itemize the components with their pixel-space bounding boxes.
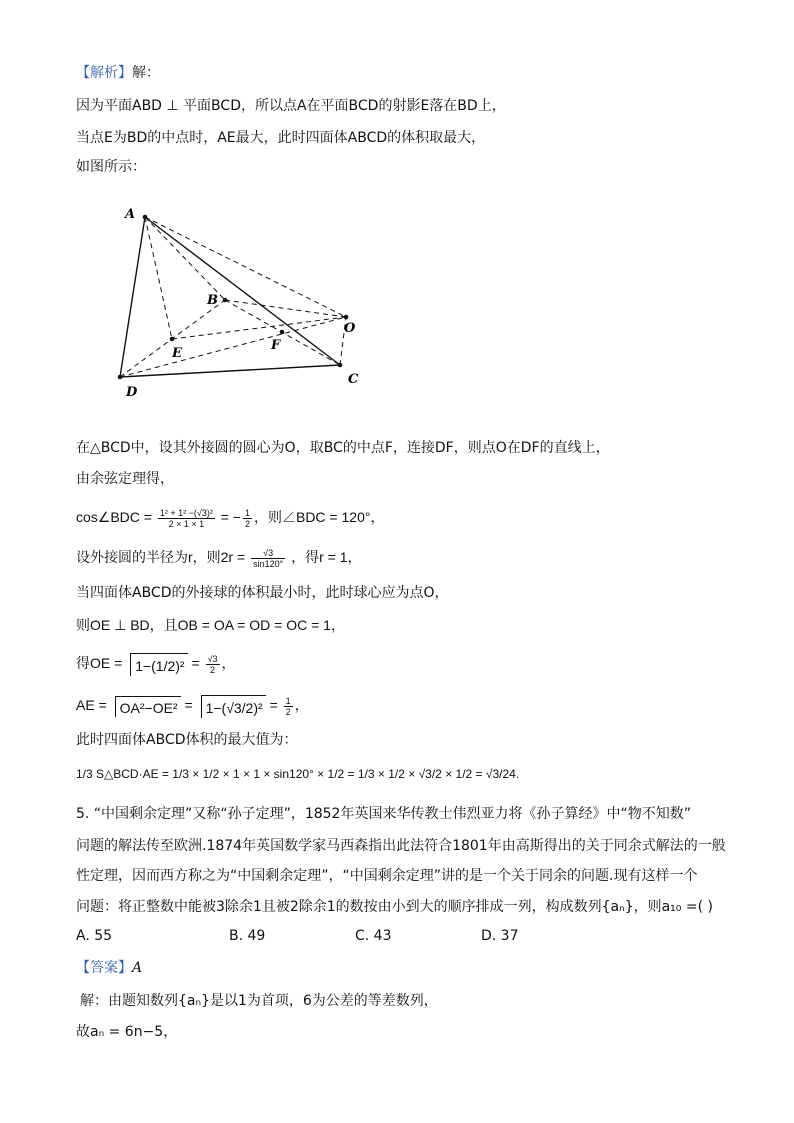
derivation-line-1: 在△BCD中，设其外接圆的圆心为O，取BC的中点F，连接DF，则点O在DF的直线上， [76,440,610,456]
option-b: B. 49 [229,928,266,944]
point-E [170,337,175,342]
analysis-line-3: 如图所示： [76,159,146,175]
analysis-tag: 【解析】 [76,65,132,81]
derivation-line-6: 则OE ⊥ BD，且OB = OA = OD = OC = 1， [76,617,345,633]
radical-ae-2: 1−(√3/2)² [201,695,266,718]
analysis-header [76,63,160,83]
answer-line-2: 故aₙ = 6n−5， [76,1024,178,1040]
derivation-line-2: 由余弦定理得， [76,471,174,487]
derivation-line-8: AE = OA²−OE² = 1−(√3/2)² = $\frac{1}{2}$ ， [76,695,309,717]
tetrahedron-figure [110,200,370,400]
sine-law-fraction: $\frac{√3}{\sin 120^\circ}$ [253,547,284,569]
question5-line-4: 问题：将正整数中能被3除余1且被2除余1的数按由小到大的顺序排成一列，构成数列{aₙ}，则a₁₀ =( ) [76,899,713,915]
point-F [280,330,285,335]
option-c: C. 43 [355,928,392,944]
segment-DO [120,317,346,377]
option-d: D. 37 [481,928,519,944]
radical-oe: 1−(1/2)² [130,653,187,676]
option-a: A. 55 [76,928,113,944]
label-F: F [271,338,281,353]
point-B [223,298,228,303]
cosine-equals: = − [220,509,241,525]
answer-header [76,958,142,978]
question5-line-3: 性定理，因而西方称之为“中国剩余定理”，“中国剩余定理”讲的是一个关于同余的问题.现有这样一个 [76,868,698,884]
segment-AO [145,217,346,317]
radical-ae: OA²−OE² [115,696,181,717]
edge-AD [120,217,145,377]
point-C [338,363,343,368]
point-O [344,315,349,320]
segment-BO [225,300,346,317]
cosine-rhs: ，则∠BDC = 120°， [253,509,385,525]
answer-value: A [132,960,143,976]
derivation-line-9: 此时四面体ABCD体积的最大值为： [76,732,298,748]
cosine-fraction [158,508,215,529]
derivation-line-3 [76,500,384,534]
label-C: C [348,372,359,387]
derivation-line-5: 当四面体ABCD的外接球的体积最小时，此时球心应为点O， [76,585,449,601]
question5-line-2: 问题的解法传至欧洲.1874年英国数学家马西森指出此法符合1801年由高斯得出的关于同余式解法的一般 [76,838,726,854]
cosine-denominator: 2 × 1 × 1 [168,518,205,529]
answer-tag: 【答案】 [76,960,132,976]
answer-line-1: 解：由题知数列{aₙ}是以1为首项，6为公差的等差数列， [80,993,438,1009]
analysis-line-2: 当点E为BD的中点时，AE最大，此时四面体ABCD的体积取最大， [76,130,486,146]
half-fraction: $\frac{1}{2}$ [244,507,250,529]
cosine-lhs: cos∠BDC = [76,509,152,525]
derivation-line-4: 设外接圆的半径为r，则2r = $\frac{√3}{\sin 120^\circ}$ ，得r = 1， [76,547,362,569]
cosine-numerator: 1² + 1² −(√3)² [159,507,213,518]
label-D: D [126,385,138,400]
edge-AC [145,217,340,365]
segment-EO [172,317,346,339]
edge-DC [120,365,340,377]
derivation-line-7: 得OE = 1−(1/2)² = $\frac{√3}{2}$ ， [76,653,236,675]
segment-AE [145,217,172,339]
label-E: E [172,346,182,361]
point-D [118,375,123,380]
question5-line-1: 5. “中国剩余定理”又称“孙子定理”，1852年英国来华传教士伟烈亚力将《孙子算经》中“物不知数” [76,806,691,822]
label-B: B [207,293,218,308]
derivation-line-10: 1/3 S△BCD·AE = 1/3 × 1/2 × 1 × 1 × sin120° × 1/2 = 1/3 × 1/2 × √3/2 × 1/2 = √3/24. [76,767,520,781]
analysis-tag-suffix: 解： [132,65,160,81]
analysis-line-1: 因为平面ABD ⊥ 平面BCD，所以点A在平面BCD的射影E落在BD上， [76,98,506,114]
label-A: A [125,207,136,222]
edge-AB [145,217,225,300]
label-O: O [344,321,356,336]
point-A [143,215,148,220]
